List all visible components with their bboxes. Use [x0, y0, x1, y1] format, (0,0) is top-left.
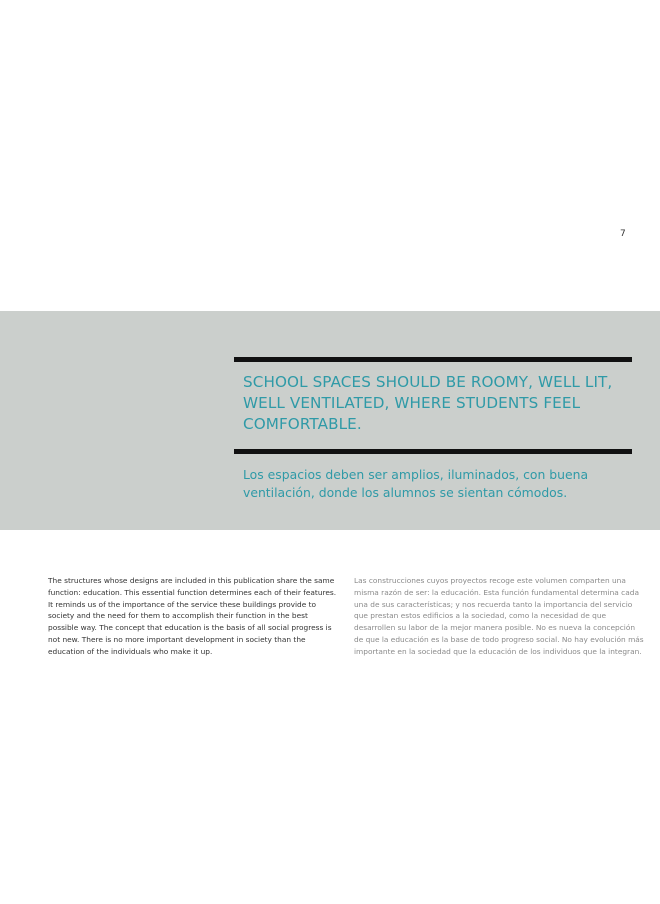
body-text-spanish: Las construcciones cuyos proyectos recoge este volumen comparten una misma razón de ser: la educación. Esta función fundamental determina cada una de sus características; y nos recuerda tanto la importancia del servicio que prestan estos edificios a la sociedad, como la necesidad de que desarrollen su labor de la mejor manera posible. No es nueva la concepción de que la educación es la base de todo progreso social. No hay evolución más importante en la sociedad que la educación de los individuos que la integran. [354, 576, 644, 656]
body-text-english: The structures whose designs are included in this publication share the same function: education. This essential function determines each of their features. It reminds us of the importance of the service these buildings provide to society and the need for them to accomplish their function in the best possible way. The concept that education is the basis of all social progress is not new. There is no more important development in society than the education of the individuals who make it up. [48, 576, 337, 656]
pull-quote-spanish: Los espacios deben ser amplios, iluminados, con buena ventilación, donde los alumnos se sientan cómodos. [243, 467, 589, 500]
page-number: 7 [620, 229, 626, 239]
pull-quote-top-rule [234, 357, 632, 362]
pull-quote-english: SCHOOL SPACES SHOULD BE ROOMY, WELL LIT, WELL VENTILATED, WHERE STUDENTS FEEL COMFORTABLE. [243, 373, 613, 433]
pull-quote-bottom-rule [234, 449, 632, 454]
